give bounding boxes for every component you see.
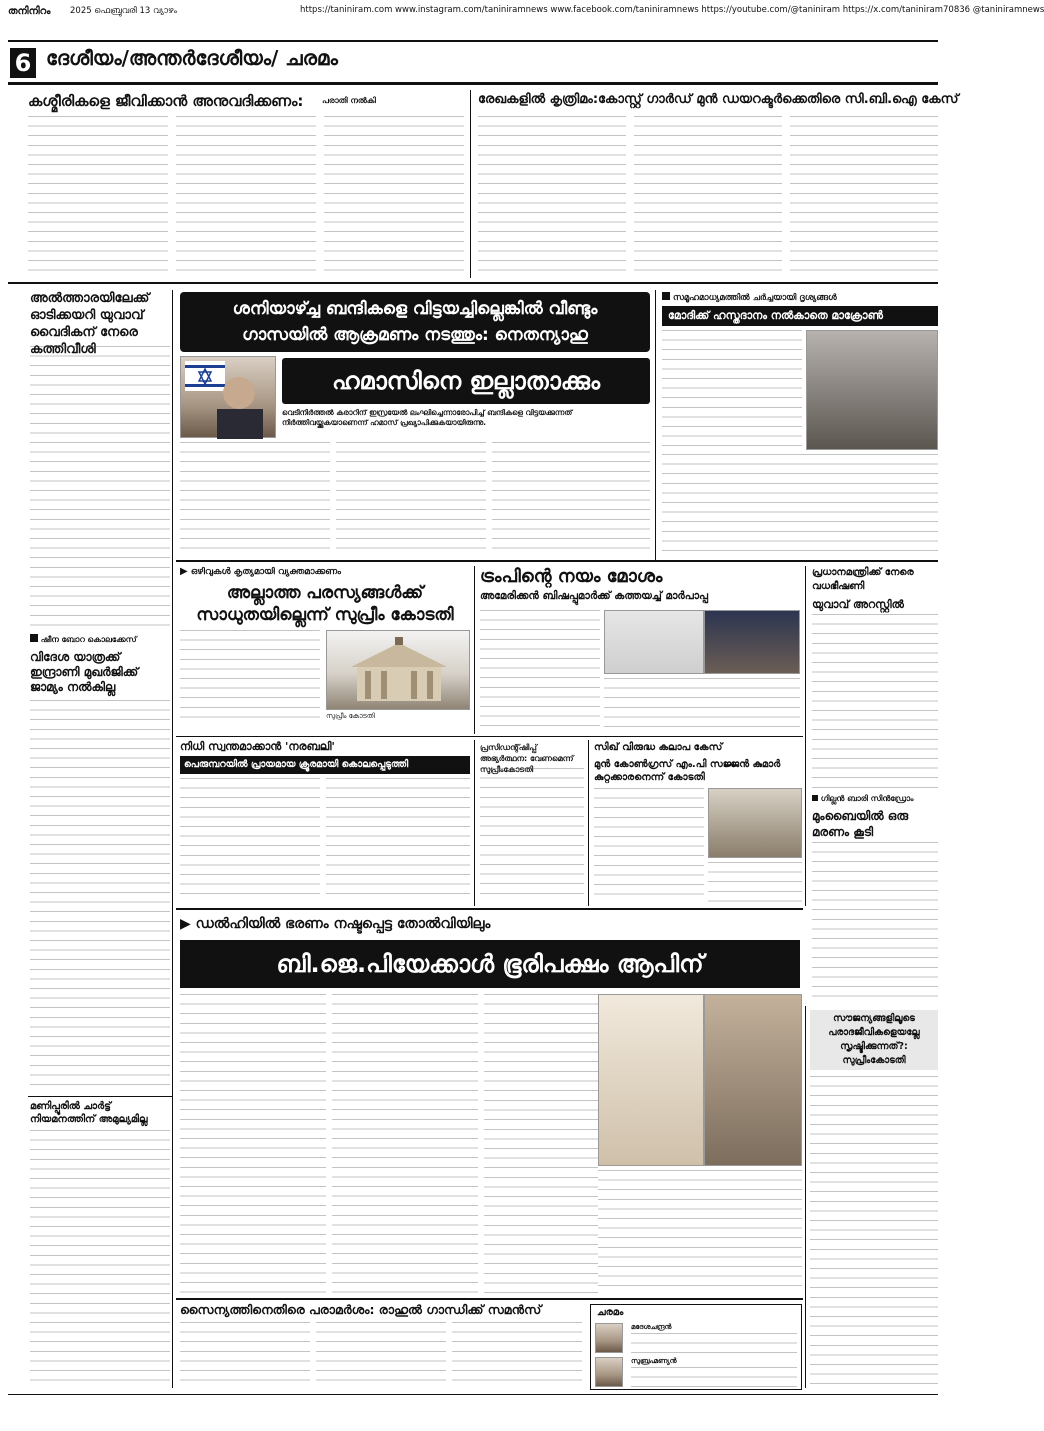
sajjan-headline: മുൻ കോൺഗ്രസ് എം.പി സജ്ജൻ കുമാർ കുറ്റക്കാരനെന്ന് കോടതി [594,759,781,783]
macron-body-2 [662,454,938,554]
macron-headline-box [662,306,938,326]
issue-date: 2025 ഫെബ്രുവരി 13 വ്യാഴം [70,6,177,16]
nidhi-body-2 [326,778,470,898]
delhi-body-1 [180,994,326,1294]
kashmir-tag: പരാതി നൽകി [322,96,376,105]
trump-sub: അമേരിക്കൻ ബിഷപ്പുമാർക്ക് കത്തയച്ച് മാർപാപ്പ [480,590,709,602]
obit-text-2 [631,1367,797,1387]
court-kicker: ▶ ഒഴിവുകൾ കൃത്യമായി വ്യക്തമാക്കണം [180,566,341,577]
bullet-icon [662,292,670,300]
pm-threat-body [812,614,938,788]
coastguard-body-2 [634,116,782,276]
section-title: ദേശീയം/അന്തർദേശീയം/ ചരമം [46,46,338,70]
court-body-1 [180,630,320,726]
kashmir-body-1 [28,116,168,276]
arrow-icon: ▶ [180,566,188,577]
nidhi-body-1 [180,778,320,898]
delhi-headline-box [180,940,800,988]
freebies-body [810,1076,938,1388]
bullet-icon [812,795,818,801]
nidhi-headline-box [180,756,470,774]
pm-threat-headline: യുവാവ് അറസ്റ്റിൽ [812,598,904,611]
netanyahu-sub: വെടിനിർത്തൽ കരാറിന് ഇസ്രയേൽ ലംഘിച്ചെന്നാരോപിച്ച് ബന്ദികളെ വിട്ടയക്കുന്നത് നിർത്തിവയ്ക്കുകയാണെന്ന് ഹമാസ് പ്രഖ്യാപിക്കുകയായിരുന്നു. [282,408,573,427]
netanyahu-photo [180,356,276,438]
guillain-kicker: ഗില്ലൻ ബാരി സിൻഡ്രോം [812,794,938,804]
social-links[interactable]: https://taniniram.com www.instagram.com/taniniramnews www.facebook.com/taniniramnews https://youtube.com/@taniniram https://x.com/taniniram70836 @taniniramnews [300,5,1044,15]
delhi-body-2 [332,994,478,1294]
bike-body [30,346,170,630]
freebies-headline-box [810,1010,938,1070]
trump-headline: ട്രംപിന്റെ നയം മോശം [480,566,663,587]
court-headline: അല്ലാത്ത പരസ്യങ്ങൾക്ക് സാധുതയില്ലെന്ന് സുപ്രീം കോടതി [196,583,454,625]
dev-court-headline: പ്രസിഡന്റ്ഷിപ്പ് അഭ്യർത്ഥന: വേണമെന്ന് സുപ്രീംകോടതി [480,743,574,774]
nidhi-headline: പെരുമ്പറയിൽ പ്രായമായ ക്രൂരമായി കൊലപ്പെടുത്തി [184,759,409,770]
china-headline: വിദേശ യാത്രക്ക് ഇന്ദ്രാണി മുഖർജിക്ക് ജാമ്യം നൽകില്ല [30,650,139,694]
dev-court-body [480,768,584,902]
manipur-body [30,1130,170,1388]
trump-body-1 [480,610,600,730]
obit-name-2: സുബ്രഹ്മണ്യൻ [631,1357,677,1365]
trump-photo [704,610,800,674]
obit-photo-2 [595,1357,623,1387]
guillain-headline: മുംബൈയിൽ ഒരു മരണം കൂടി [812,809,909,839]
guillain-body [812,842,938,1002]
macron-headline: മോദിക്ക് ഹസ്തദാനം നൽകാതെ മാക്രോൺ [668,309,884,322]
macron-body-1 [662,330,802,450]
sajjan-body-2 [708,862,802,902]
modi-photo [598,994,704,1166]
delhi-body-5 [598,1170,802,1294]
obit-photo-1 [595,1323,623,1353]
rahul-body-2 [316,1322,446,1388]
delhi-body-4 [484,1100,598,1294]
china-kicker: ഷീന ബോറ കൊലക്കേസ് [30,634,170,645]
pm-threat-kicker: പ്രധാനമന്ത്രിക്ക് നേരെ വധഭീഷണി [812,567,914,592]
obit-text-1 [631,1333,797,1353]
obituary-box [590,1304,802,1390]
arrow-icon: ▶ [180,916,191,932]
flag-icon [181,357,277,439]
netanyahu-headline-box [282,358,650,404]
china-body [30,700,170,1092]
netanyahu-kicker-box [180,292,650,352]
nidhi-kicker: നിധി സ്വന്തമാക്കാൻ 'നരബലി' [180,740,335,753]
supreme-court-photo [326,630,470,710]
sajjan-body-1 [594,788,704,902]
rahul-body-3 [452,1322,582,1388]
netanyahu-body-2 [336,442,486,552]
delhi-headline: ബി.ജെ.പിയേക്കാൾ ഭൂരിപക്ഷം ആപിന് [276,950,704,978]
bullet-icon [30,634,38,642]
trump-body-2 [604,678,800,730]
rahul-headline: സൈന്യത്തിനെതിരെ പരാമർശം: രാഹുൽ ഗാന്ധിക്ക് സമൻസ് [180,1302,542,1317]
sajjan-photo [708,788,802,858]
kashmir-body-3 [324,116,464,276]
sajjan-kicker: സിഖ് വിരുദ്ധ കലാപ കേസ് [594,742,723,753]
netanyahu-body-1 [180,442,330,552]
netanyahu-headline: ഹമാസിനെ ഇല്ലാതാക്കും [331,367,601,395]
freebies-headline: സൗജന്യങ്ങളിലൂടെ പരാദജീവികളെയല്ലേ സൃഷ്ടിക്കുന്നത്?: സുപ്രീംകോടതി [828,1013,920,1066]
netanyahu-body-3 [492,442,650,552]
bike-headline: അൽത്താരയിലേക്ക് ഓടിക്കയറി യുവാവ് വൈദികന് നേരെ കത്തിവീശി [30,291,150,357]
manipur-headline: മണിപ്പൂരിൽ ചാർട്ട് നിയമനത്തിന് അമുല്യമില്ല [30,1101,148,1125]
building-icon [327,631,471,711]
macron-photo [806,330,938,450]
kashmir-body-2 [176,116,316,276]
pope-photo [604,610,704,674]
top-bar [0,0,1044,40]
delhi-body-3 [484,994,598,1094]
coastguard-body-3 [790,116,938,276]
kashmir-headline: കശ്മീരികളെ ജീവിക്കാൻ അനുവദിക്കണം: [28,92,304,110]
macron-kicker: സമൂഹമാധ്യമത്തിൽ ചർച്ചയായി ദൃശ്യങ്ങൾ [662,292,938,303]
obituary-title: ചരമം [597,1307,624,1318]
masthead: തനിനിറം [8,6,51,17]
page-number: 6 [10,48,36,78]
obit-name-1: മദേശചന്ദ്രൻ [631,1323,672,1331]
rahul-body-1 [180,1322,310,1388]
kejriwal-photo [704,994,802,1166]
coastguard-body-1 [478,116,626,276]
coastguard-headline: രേഖകളിൽ കൃത്രിമം:കോസ്റ്റ് ഗാർഡ് മുൻ ഡയറക്ടർക്കെതിരെ സി.ബി.ഐ കേസ് [478,92,959,107]
netanyahu-kicker: ശനിയാഴ്ച്ച ബന്ദികളെ വിട്ടയച്ചില്ലെങ്കിൽ വീണ്ടും ഗാസയിൽ ആക്രമണം നടത്തും: നെതന്യാഹു [232,299,598,345]
court-caption: സുപ്രീം കോടതി [326,712,375,720]
delhi-kicker: ▶ ഡൽഹിയിൽ ഭരണം നഷ്ടപ്പെട്ട തോൽവിയിലും [180,916,491,932]
